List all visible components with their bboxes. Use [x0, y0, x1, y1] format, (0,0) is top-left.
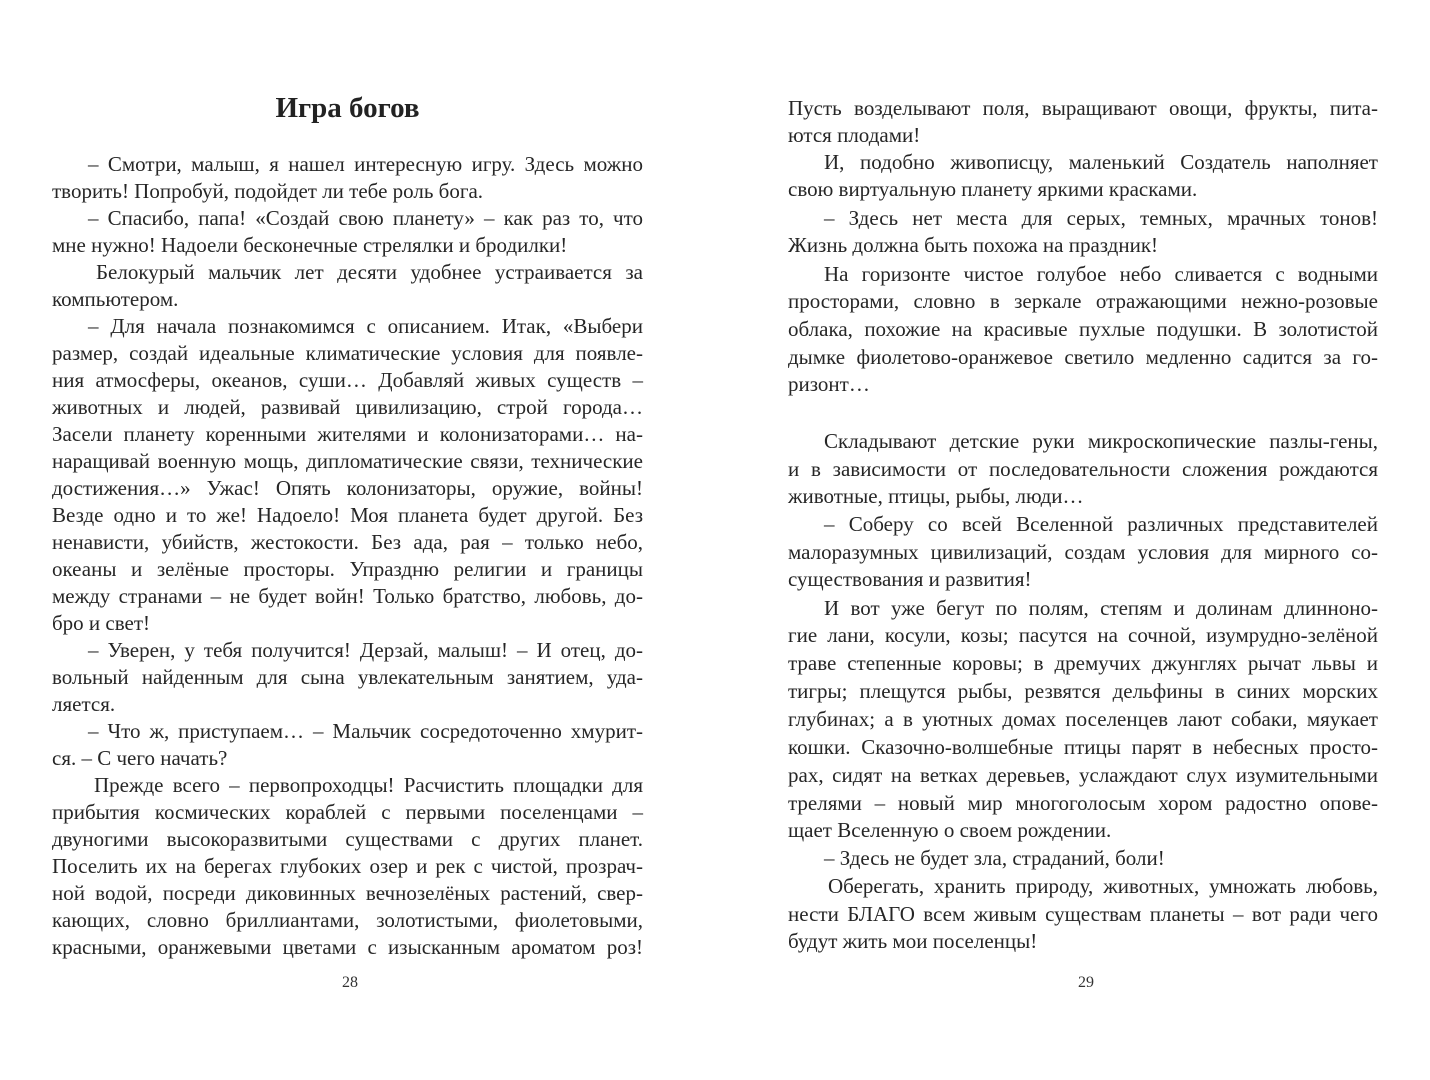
text-line: животных и людей, развивай цивилизацию, строй города…	[52, 395, 643, 419]
text-line: творить! Попробуй, подойдет ли тебе роль бога.	[52, 179, 484, 203]
text-line: Поселить их на берегах глубоких озер и рек с чистой, прозрач-	[52, 854, 643, 878]
text-line: траве степенные коровы; в дремучих джунглях рычат львы и	[788, 651, 1378, 675]
text-line: ляется.	[52, 692, 116, 716]
text-line: – Что ж, приступаем… – Мальчик сосредоточенно хмурит-	[88, 719, 643, 743]
text-line: гие лани, косули, козы; пасутся на сочной, изумрудно-зелёной	[788, 623, 1378, 647]
text-line: свою виртуальную планету яркими красками.	[788, 177, 1198, 201]
text-line: – Соберу со всей Вселенной различных представителей	[824, 512, 1378, 536]
text-line: Везде одно и то же! Надоело! Моя планета будет другой. Без	[52, 503, 643, 527]
text-line: кающих, словно бриллиантами, золотистыми, фиолетовыми,	[52, 908, 643, 932]
text-line: вольный найденным для сына увлекательным занятием, уда-	[52, 665, 643, 689]
text-line: облака, похожие на красивые пухлые подушки. В золотистой	[788, 317, 1378, 341]
text-line: ся. – С чего начать?	[52, 746, 228, 770]
text-line: ной водой, посреди диковинных вечнозелёных растений, свер-	[52, 881, 643, 905]
text-line: между странами – не будет войн! Только братство, любовь, до-	[52, 584, 643, 608]
text-line: – Уверен, у тебя получится! Дерзай, малыш! – И отец, до-	[88, 638, 643, 662]
chapter-title: Игра богов	[275, 92, 420, 124]
text-line: и в зависимости от последовательности сложения рождаются	[788, 457, 1378, 481]
text-line: тигры; плещутся рыбы, резвятся дельфины в синих морских	[788, 679, 1378, 703]
text-line: – Для начала познакомимся с описанием. Итак, «Выбери	[88, 314, 643, 338]
page-number: 28	[342, 974, 358, 991]
text-line: мне нужно! Надоели бесконечные стрелялки и бродилки!	[52, 233, 568, 257]
text-line: будут жить мои поселенцы!	[788, 929, 1038, 953]
left-page	[52, 0, 643, 1080]
text-line: достижения…» Ужас! Опять колонизаторы, оружие, войны!	[52, 476, 643, 500]
text-line: Оберегать, хранить природу, животных, умножать любовь,	[828, 874, 1378, 898]
text-line: И, подобно живописцу, маленький Создатель наполняет	[824, 150, 1378, 174]
text-line: ризонт…	[788, 372, 870, 396]
text-line: – Здесь не будет зла, страданий, боли!	[824, 846, 1165, 870]
text-line: Жизнь должна быть похожа на праздник!	[788, 233, 1159, 257]
text-line: прибытия космических кораблей с первыми поселенцами –	[52, 800, 643, 824]
text-line: щает Вселенную о своем рождении.	[788, 818, 1112, 842]
text-line: бро и свет!	[52, 611, 151, 635]
text-line: трелями – новый мир многоголосым хором радостно опове-	[788, 791, 1378, 815]
text-line: ненависти, убийств, жестокости. Без ада, рая – только небо,	[52, 530, 643, 554]
text-line: двуногими высокоразвитыми существами с других планет.	[52, 827, 643, 851]
text-line: океаны и зелёные просторы. Упраздню религии и границы	[52, 557, 643, 581]
text-line: животные, птицы, рыбы, люди…	[788, 484, 1084, 508]
text-line: размер, создай идеальные климатические условия для появле-	[52, 341, 643, 365]
text-line: Прежде всего – первопроходцы! Расчистить площадки для	[94, 773, 643, 797]
text-line: Засели планету коренными жителями и колонизаторами… на-	[52, 422, 643, 446]
text-line: – Спасибо, папа! «Создай свою планету» – как раз то, что	[88, 206, 643, 230]
text-line: малоразумных цивилизаций, создам условия для мирного со-	[788, 540, 1378, 564]
text-line: дымке фиолетово-оранжевое светило медленно садится за го-	[788, 345, 1378, 369]
text-line: кошки. Сказочно-волшебные птицы парят в небесных просто-	[788, 735, 1378, 759]
text-line: ются плодами!	[788, 123, 921, 147]
text-line: красными, оранжевыми цветами с изысканным ароматом роз!	[52, 935, 643, 959]
text-line: – Смотри, малыш, я нашел интересную игру. Здесь можно	[88, 152, 643, 176]
right-page	[788, 0, 1378, 1080]
text-line: Белокурый мальчик лет десяти удобнее устраивается за	[96, 260, 643, 284]
text-line: На горизонте чистое голубое небо сливается с водными	[824, 262, 1378, 286]
text-line: Складывают детские руки микроскопические пазлы-гены,	[824, 429, 1378, 453]
text-line: просторами, словно в зеркале отражающими нежно-розовые	[788, 289, 1378, 313]
text-line: компьютером.	[52, 287, 179, 311]
text-line: глубинах; а в уютных домах поселенцев лают собаки, мяукает	[788, 707, 1378, 731]
text-line: ния атмосферы, океанов, суши… Добавляй живых существ –	[52, 368, 643, 392]
text-line: наращивай военную мощь, дипломатические связи, технические	[52, 449, 643, 473]
text-line: Пусть возделывают поля, выращивают овощи, фрукты, пита-	[788, 96, 1378, 120]
text-line: существования и развития!	[788, 567, 1032, 591]
text-line: И вот уже бегут по полям, степям и долинам длинноно-	[824, 596, 1378, 620]
text-line: – Здесь нет места для серых, темных, мрачных тонов!	[824, 206, 1378, 230]
text-line: нести БЛАГО всем живым существам планеты – вот ради чего	[788, 902, 1378, 926]
text-line: рах, сидят на ветках деревьев, услаждают слух изумительными	[788, 763, 1378, 787]
page-number: 29	[1078, 974, 1094, 991]
